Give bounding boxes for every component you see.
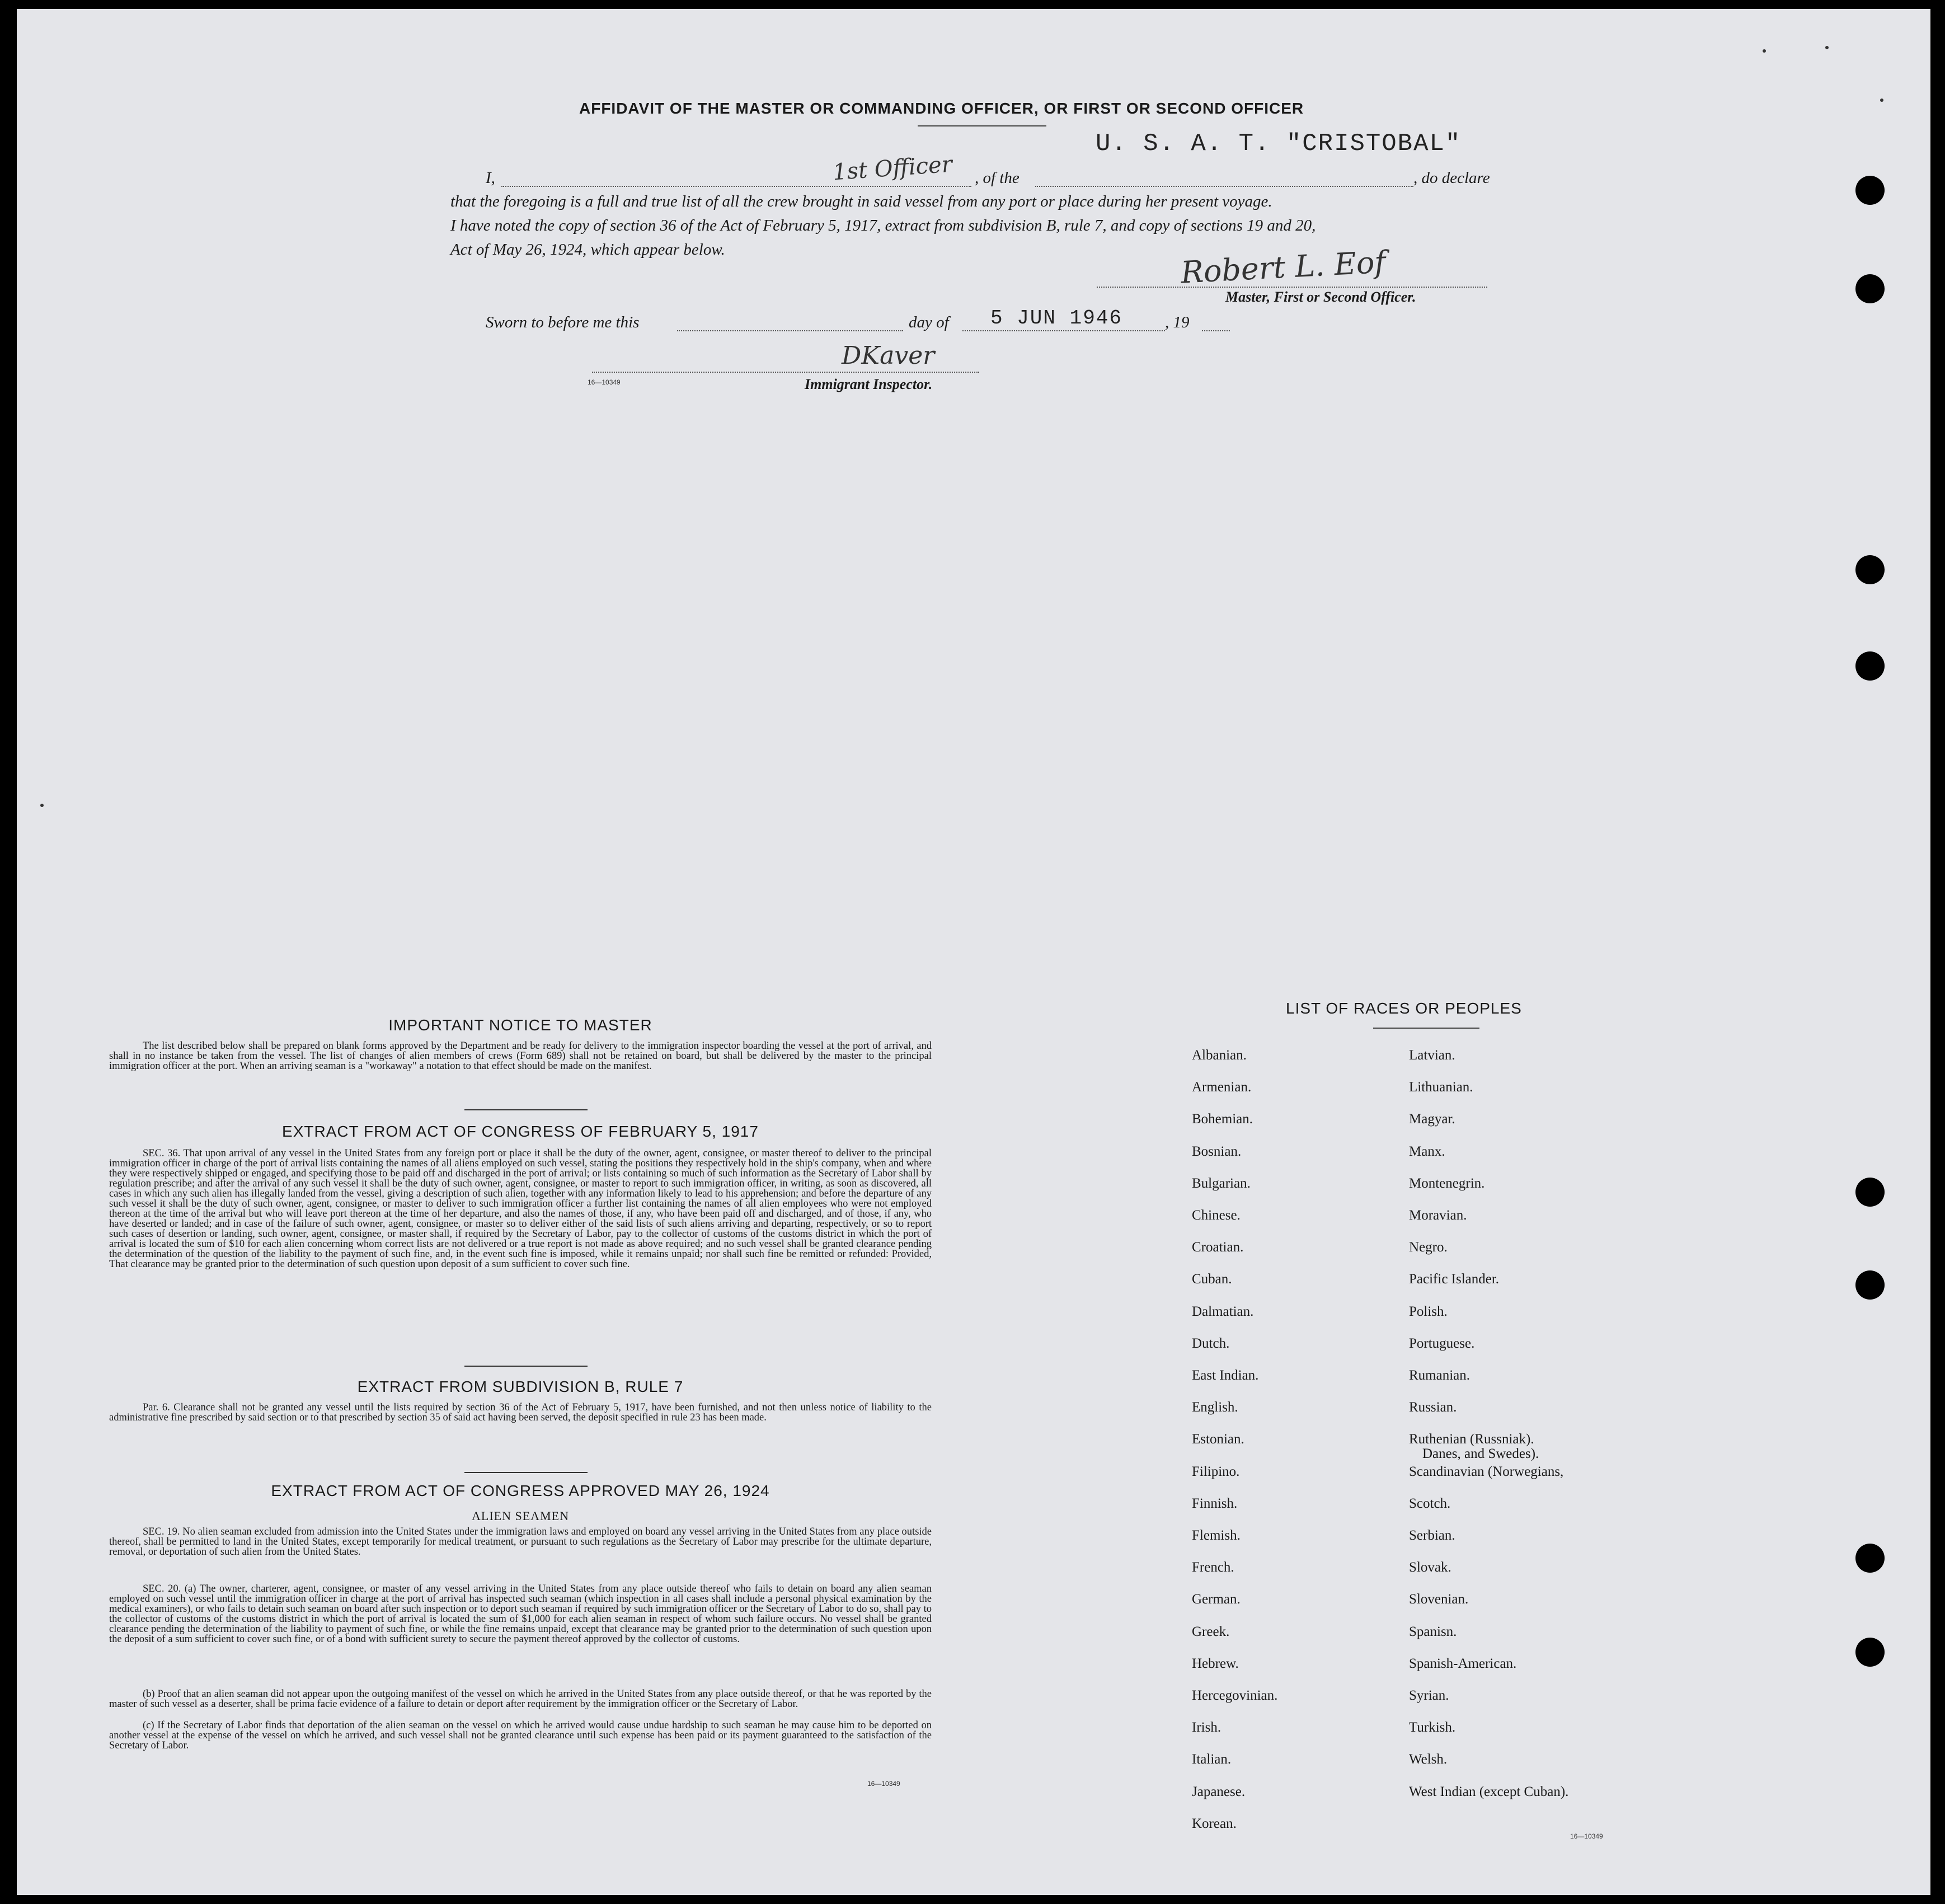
race-item: Estonian. [1192, 1432, 1244, 1447]
dust-speck [1825, 46, 1829, 49]
race-item: Portuguese. [1409, 1335, 1475, 1351]
extract-1917-text: SEC. 36. That upon arrival of any vessel in the United States from any foreign port or place it shall be the duty of the owner, agent, consignee, or master thereof to deliver to the principal immigration officer in charge of the port of arrival lists containing the names of all aliens employed on such vessel, stating the positions they respectively hold in the ship's company, when and where they were respectively shipped or engaged, and specifying those to be paid off and discharged in the port of arrival; or lists containing so much of such information as the Secretary of Labor shall by regulation prescribe; and after the arrival of any such vessel it shall be the duty of such owner, agent, consignee, or master to report to such immigration officer, in writing, as soon as discovered, all cases in which any such alien has illegally landed from the vessel, giving a description of such alien, together with any information likely to lead to his apprehension; and before the departure of any such vessel it shall be the duty of such owner, agent, consignee, or master to deliver to such immigration officer a further list containing the names of all alien employees who were not employed thereon at the time of the arrival but who will leave port thereon at the time of her departure, and also the names of those, if any, who have been paid off and discharged, and of those, if any, who have deserted or landed; and in case of the failure of such owner, agent, consignee, or master so to deliver either of the said lists of such aliens arriving and departing, respectively, or so to report such cases of desertion or landing, such owner, agent, consignee, or master shall, if required by the Secretary of Labor, pay to the collector of customs of the customs district in which the port of arrival is located the sum of $10 for each alien concerning whom correct lists are not delivered or a true report is not made as above required; and no such vessel shall be granted clearance pending the determination of the question of the liability to the payment of such fine, and, in the event such fine is imposed, while it remains unpaid; nor shall such fine be remitted or refunded: Provided, That clearance may be granted prior to the determination of such question upon deposit of a sum sufficient to cover such fine. [109, 1148, 932, 1270]
punch-hole [1855, 1270, 1885, 1300]
notice-text: The list described below shall be prepared on blank forms approved by the Department and be ready for delivery to the immigration inspector boarding the vessel at the port of arrival, and shall in no instance be taken from the vessel. The list of changes of alien members of crews (Form 689) shall not be retained on board, but shall be delivered by the master to the principal immigration officer at the port. When an arriving seaman is a "workaway" a notation to that effect should be made on the manifest. [109, 1040, 932, 1072]
rank-handwritten: 1st Officer [831, 151, 953, 186]
race-item: Spanisn. [1409, 1624, 1457, 1639]
sec20b-text: (b) Proof that an alien seaman did not appear upon the outgoing manifest of the vessel on which he arrived in the United States from any place outside thereof, or that he was reported by the master of such vessel as a deserter, shall be prima facie evidence of a failure to detain or deport after requirement by the immigration officer or the Secretary of Labor. [109, 1689, 932, 1710]
punch-hole [1855, 176, 1885, 205]
race-item: French. [1192, 1560, 1234, 1575]
race-item: Welsh. [1409, 1752, 1448, 1767]
race-item: Serbian. [1409, 1528, 1455, 1543]
races-title: LIST OF RACES OR PEOPLES [1286, 1000, 1522, 1017]
punch-hole [1855, 1178, 1885, 1207]
officer-caption: Master, First or Second Officer. [1225, 289, 1416, 305]
affidavit-line4: Act of May 26, 1924, which appear below. [450, 241, 725, 259]
inspector-caption: Immigrant Inspector. [805, 376, 933, 392]
title-underline [918, 125, 1046, 126]
punch-hole [1855, 555, 1885, 584]
notice-title: IMPORTANT NOTICE TO MASTER [388, 1016, 652, 1034]
punch-hole [1855, 651, 1885, 681]
dust-speck [1763, 49, 1766, 53]
extract-rule7-text: Par. 6. Clearance shall not be granted any vessel until the lists required by section 36 of the Act of February 5, 1917, have been furnished, and not then unless notice of liability to the administrative fine prescribed by said section or to that prescribed by section 35 of said act having been served, the deposit specified in rule 23 has been made. [109, 1402, 932, 1423]
race-item: Japanese. [1192, 1784, 1246, 1799]
race-item: Dutch. [1192, 1335, 1230, 1351]
section-divider [464, 1472, 588, 1473]
punch-hole [1855, 1638, 1885, 1667]
section-divider [464, 1109, 588, 1110]
race-item: Slovenian. [1409, 1592, 1469, 1607]
race-item: Lithuanian. [1409, 1080, 1473, 1095]
sec19-text: SEC. 19. No alien seaman excluded from admission into the United States under the immigration laws and employed on board any vessel arriving in the United States from any place outside thereof, shall be permitted to land in the United States, except temporarily for medical treatment, or pursuant to such regulations as the Secretary of Labor may prescribe for the ultimate departure, removal, or deportation of such alien from the United States. [109, 1526, 932, 1558]
signature-line [1097, 287, 1487, 288]
race-item: Chinese. [1192, 1208, 1241, 1223]
extract-1917-title: EXTRACT FROM ACT OF CONGRESS OF FEBRUARY 5, 1917 [282, 1123, 759, 1140]
race-item: Polish. [1409, 1303, 1448, 1319]
affidavit-do-declare: , do declare [1413, 169, 1490, 187]
race-item: Croatian. [1192, 1240, 1244, 1255]
race-item: Armenian. [1192, 1080, 1252, 1095]
document-page [17, 9, 1930, 1895]
alien-seamen-subtitle: ALIEN SEAMEN [472, 1509, 569, 1523]
race-item: Bulgarian. [1192, 1175, 1251, 1191]
race-item: Pacific Islander. [1409, 1272, 1500, 1287]
race-item: Korean. [1192, 1816, 1237, 1831]
race-item: Magyar. [1409, 1112, 1455, 1127]
race-item: Turkish. [1409, 1720, 1456, 1736]
race-item: German. [1192, 1592, 1241, 1607]
form-number: 16—10349 [1570, 1832, 1603, 1840]
date-stamp: 5 JUN 1946 [990, 307, 1123, 330]
sworn-label: Sworn to before me this [486, 313, 640, 331]
race-item: Manx. [1409, 1143, 1445, 1159]
inspector-signature-line [592, 372, 979, 373]
extract-rule7-title: EXTRACT FROM SUBDIVISION B, RULE 7 [357, 1378, 684, 1395]
affidavit-title: AFFIDAVIT OF THE MASTER OR COMMANDING OFFICER, OR FIRST OR SECOND OFFICER [579, 100, 1304, 117]
dust-speck [40, 804, 44, 807]
affidavit-line2: that the foregoing is a full and true list of all the crew brought in said vessel from any port or place during her present voyage. [450, 193, 1272, 210]
race-item: Latvian. [1409, 1048, 1455, 1063]
race-item: Negro. [1409, 1240, 1448, 1255]
race-item: Syrian. [1409, 1688, 1449, 1703]
race-item: Russian. [1409, 1400, 1457, 1415]
section-divider [464, 1366, 588, 1367]
race-item: Moravian. [1409, 1208, 1467, 1223]
race-item: Bohemian. [1192, 1112, 1253, 1127]
inspector-signature: DKaver [842, 341, 935, 370]
vessel-name-stamp: U. S. A. T. "CRISTOBAL" [1096, 130, 1462, 158]
sec20a-text: SEC. 20. (a) The owner, charterer, agent, consignee, or master of any vessel arriving in the United States from any place outside thereof who fails to detain on board any alien seaman employed on such vessel until the immigration officer in charge at the port of arrival has inspected such seaman (which inspection in all cases shall include a personal physical examination by the medical examiners), or who fails to detain such seaman on board after such inspection or to deport such seaman if required by such immigration officer or the Secretary of Labor to do so, shall pay to the collector of customs of the customs district in which the port of arrival is located the sum of $1,000 for each alien seaman in respect of whom such failure occurs. No vessel shall be granted clearance pending the determination of the liability to payment of such fine, or while the fine remains unpaid, except that clearance may be granted prior to the determination of such question upon the deposit of a sum sufficient to cover such fine, or of a bond with sufficient surety to secure the payment thereof approved by the collector of customs. [109, 1583, 932, 1645]
affidavit-line1-i: I, [486, 169, 495, 187]
race-item: Filipino. [1192, 1464, 1240, 1479]
race-item: Cuban. [1192, 1272, 1232, 1287]
dust-speck [1880, 99, 1883, 102]
officer-signature: Robert L. Eof [1180, 244, 1387, 290]
extract-1924-title: EXTRACT FROM ACT OF CONGRESS APPROVED MAY 26, 1924 [271, 1482, 770, 1499]
race-item: Albanian. [1192, 1048, 1247, 1063]
affidavit-of-the: , of the [975, 169, 1020, 187]
race-item: Spanish-American. [1409, 1656, 1517, 1671]
race-item: Finnish. [1192, 1495, 1238, 1511]
race-item: English. [1192, 1400, 1238, 1415]
punch-hole [1855, 1544, 1885, 1573]
race-item: West Indian (except Cuban). [1409, 1784, 1569, 1799]
rank-blank [501, 186, 971, 187]
race-item: Irish. [1192, 1720, 1222, 1736]
race-item: Scandinavian (Norwegians, [1409, 1464, 1564, 1479]
race-item: East Indian. [1192, 1368, 1259, 1383]
affidavit-line3: I have noted the copy of section 36 of the Act of February 5, 1917, extract from subdivision B, rule 7, and copy of sections 19 and 20, [450, 217, 1316, 235]
form-number: 16—10349 [867, 1780, 900, 1788]
race-item: Italian. [1192, 1752, 1232, 1767]
date-blank [962, 330, 1165, 331]
race-item: Hercegovinian. [1192, 1688, 1278, 1703]
punch-hole [1855, 274, 1885, 303]
race-item: Bosnian. [1192, 1143, 1242, 1159]
race-item: Ruthenian (Russniak). [1409, 1432, 1534, 1447]
race-item: Montenegrin. [1409, 1175, 1485, 1191]
race-item: Greek. [1192, 1624, 1230, 1639]
race-item: Slovak. [1409, 1560, 1451, 1575]
form-number: 16—10349 [588, 378, 621, 386]
day-blank [677, 330, 903, 331]
sec20c-text: (c) If the Secretary of Labor finds that deportation of the alien seaman on the vessel on which he arrived would cause undue hardship to such seaman he may cause him to be deported on another vessel at the expense of the vessel on which he arrived, and such vessel shall not be granted clearance until such expense has been paid or its payment guaranteed to the satisfaction of the Secretary of Labor. [109, 1720, 932, 1751]
race-item: Danes, and Swedes). [1422, 1446, 1539, 1462]
year-blank [1202, 330, 1230, 331]
races-title-underline [1373, 1028, 1479, 1029]
race-item: Rumanian. [1409, 1368, 1471, 1383]
year-suffix: , 19 [1165, 313, 1190, 331]
race-item: Scotch. [1409, 1495, 1451, 1511]
day-of-label: day of [909, 313, 949, 331]
race-item: Dalmatian. [1192, 1303, 1254, 1319]
vessel-blank [1035, 186, 1413, 187]
race-item: Hebrew. [1192, 1656, 1239, 1671]
race-item: Flemish. [1192, 1528, 1241, 1543]
